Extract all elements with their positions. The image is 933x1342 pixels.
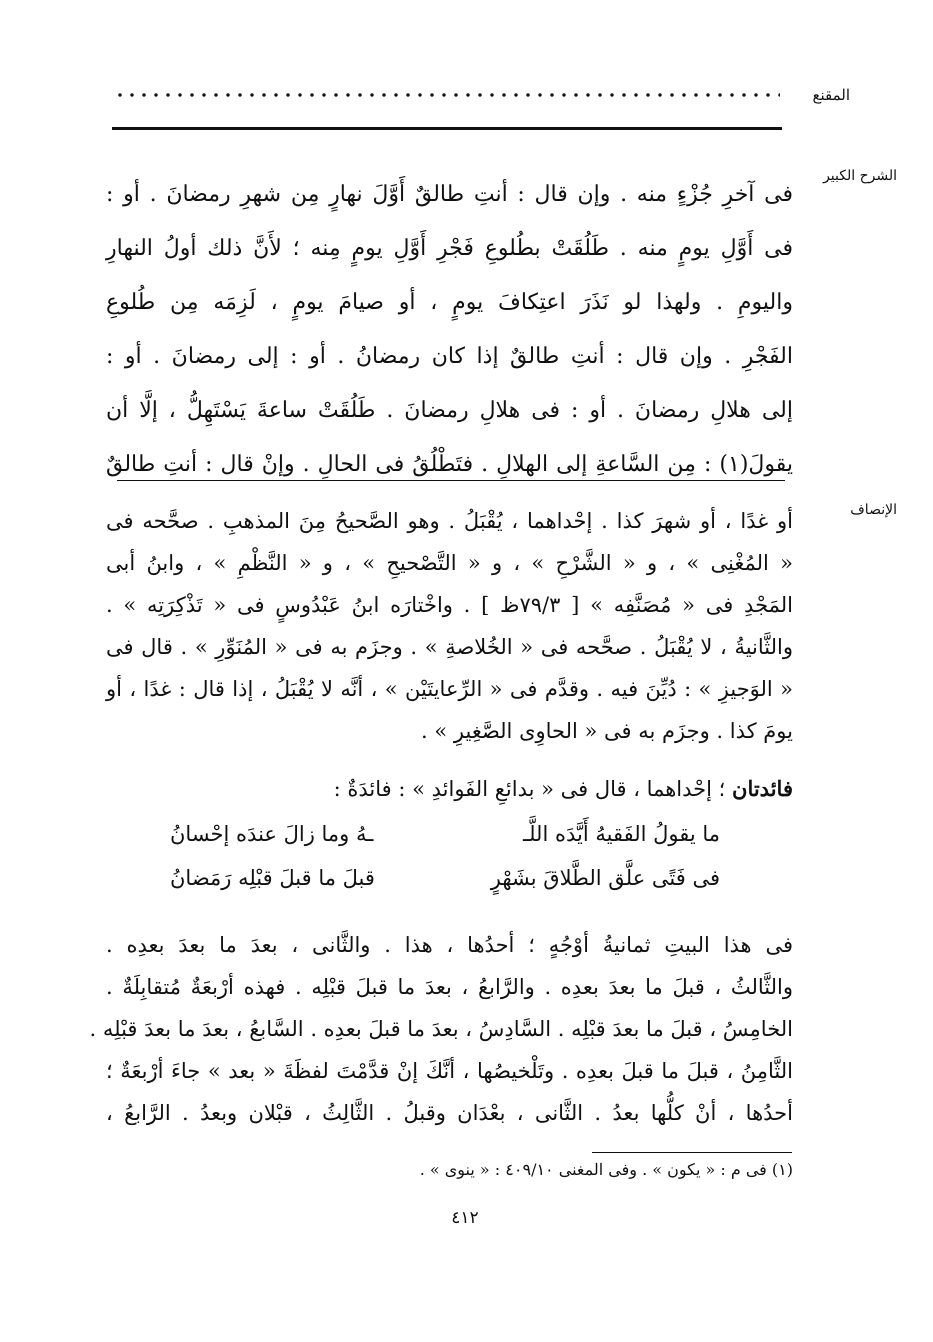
insaf-line: المَجْدِ فى « مُصَنَّفِه » [ ٧٩/٣ظ ] . واخْتارَه ابنُ عَبْدُوسٍ فى « تَذْكِرَتِه » . [106, 593, 793, 617]
insaf-line: الثَّامِنُ ، قبلَ ما قبلَ بعدِه . وتَلْخيصُها ، أنَّكَ إنْ قدَّمْتَ لفظَةَ « بعد » جاءَ أرْبعَةٌ ؛ [106, 1059, 793, 1083]
sharh-line: إلى هلالِ رمضانَ . أو : فى هلالِ رمضانَ . طَلُقَتْ ساعةَ يَسْتَهِلُّ ، إلَّا أن [106, 398, 793, 423]
insaf-line: والثَّالثُ ، قبلَ ما بعدَ بعدِه . والرَّابعُ ، بعدَ ما قبلَ قبْلِه . فهذه أرْبعَةٌ مُتقابِلَةٌ . [106, 975, 793, 999]
insaf-line: « المُغْنِى » ، و « الشَّرْحِ » ، و « التَّصْحيحِ » ، و « النَّظْمِ » ، وابنُ أبى [106, 551, 793, 575]
sharh-text-block [106, 168, 793, 492]
footnote: (١) فى م : « يكون » . وفى المغنى ٤٠٩/١٠ : « ينوى » . [419, 1160, 793, 1179]
insaf-text-block [106, 500, 793, 752]
poem-hemistich-right: فى فَتًى علَّق الطَّلاقَ بشَهْرٍ [490, 866, 720, 890]
page-number: ٤١٢ [451, 1208, 479, 1228]
side-label-sharh: الشرح الكبير [823, 168, 897, 184]
insaf-line: يومَ كذا . وجزَم به فى « الحاوِى الصَّغِيرِ » . [421, 719, 793, 743]
poem-hemistich-left: ـهُ وما زالَ عندَه إحْسانُ [170, 822, 374, 846]
sharh-line: يقولَ(١) : مِن السَّاعةِ إلى الهلالِ . فتَطْلُقُ فى الحالِ . وإنْ قال : أنتِ طالقٌ [106, 452, 793, 477]
fawaid-text: ؛ إحْداهما ، قال فى « بدائعِ الفَوائدِ » : فائدَةٌ : [333, 777, 726, 801]
insaf-continuation-block [89, 924, 793, 1134]
sharh-line: واليومِ . ولهذا لو نَذَرَ اعتِكافَ يومٍ ، أو صيامَ يومٍ ، لَزِمَه مِن طُلوعِ [106, 290, 793, 315]
poem-hemistich-right: ما يقولُ الفَقيهُ أَيَّدَه اللَّـ [522, 822, 720, 846]
running-header-title: المقنع [812, 86, 850, 104]
insaf-line: « الوَجيزِ » : دُيِّنَ فيه . وقدَّم فى « الرِّعايتَيْن » ، أنَّه لا يُقْبَلُ ، إذا قال : غدًا ، أو [106, 677, 793, 701]
header-rule [112, 127, 782, 130]
sharh-line: فى آخرِ جُزْءٍ منه . وإن قال : أنتِ طالقٌ أَوَّلَ نهارٍ مِن شهرِ رمضانَ . أو : [106, 182, 793, 207]
insaf-line: والثَّانيةُ ، لا يُقْبَلُ . صحَّحه فى « الخُلاصةِ » . وجزَم به فى « المُنَوِّرِ » . قال فى [106, 635, 793, 659]
fawaid-label: فائدتان [732, 776, 793, 801]
footnote-rule [592, 1152, 792, 1153]
poem-hemistich-left: قبلَ ما قبلَ قبْلِه رَمَضانُ [170, 866, 375, 890]
section-separator-rule [117, 480, 785, 481]
side-label-insaf: الإنصاف [850, 502, 897, 518]
sharh-line: فى أَوَّلِ يومٍ منه . طَلُقَتْ بطُلوعِ فَجْرِ أَوَّلِ يومٍ مِنه ؛ لأَنَّ ذلك أولُ النهارِ [106, 236, 793, 261]
header-dotted-rule [114, 92, 780, 98]
fawaid-line [106, 772, 793, 806]
insaf-line: أحدُها ، أنْ كلُّها بعدُ . الثَّانى ، بعْدَان وقبلُ . الثَّالِثُ ، قبْلان وبعدُ . الرَّابعُ ، [106, 1101, 793, 1125]
insaf-line: الخامِسُ ، قبلَ ما بعدَ قبْلِه . السَّادِسُ ، بعدَ ما قبلَ بعدِه . السَّابعُ ، بعدَ ما بعدَ قبْلِه . [89, 1017, 793, 1041]
sharh-line: الفَجْرِ . وإن قال : أنتِ طالقٌ إذا كان رمضانُ . أو : إلى رمضانَ . أو : [106, 344, 793, 369]
poem-verse-1 [170, 822, 720, 846]
insaf-line: فى هذا البيتِ ثمانيةُ أوْجُهٍ ؛ أحدُها ، هذا . والثَّانى ، بعدَ ما بعدَ بعدِه . [106, 933, 793, 957]
poem-verse-2 [170, 866, 720, 890]
insaf-line: أو غدًا ، أو شهرَ كذا . إحْداهما ، يُقْبَلُ . وهو الصَّحيحُ مِنَ المذهبِ . صحَّحه فى [106, 509, 793, 533]
